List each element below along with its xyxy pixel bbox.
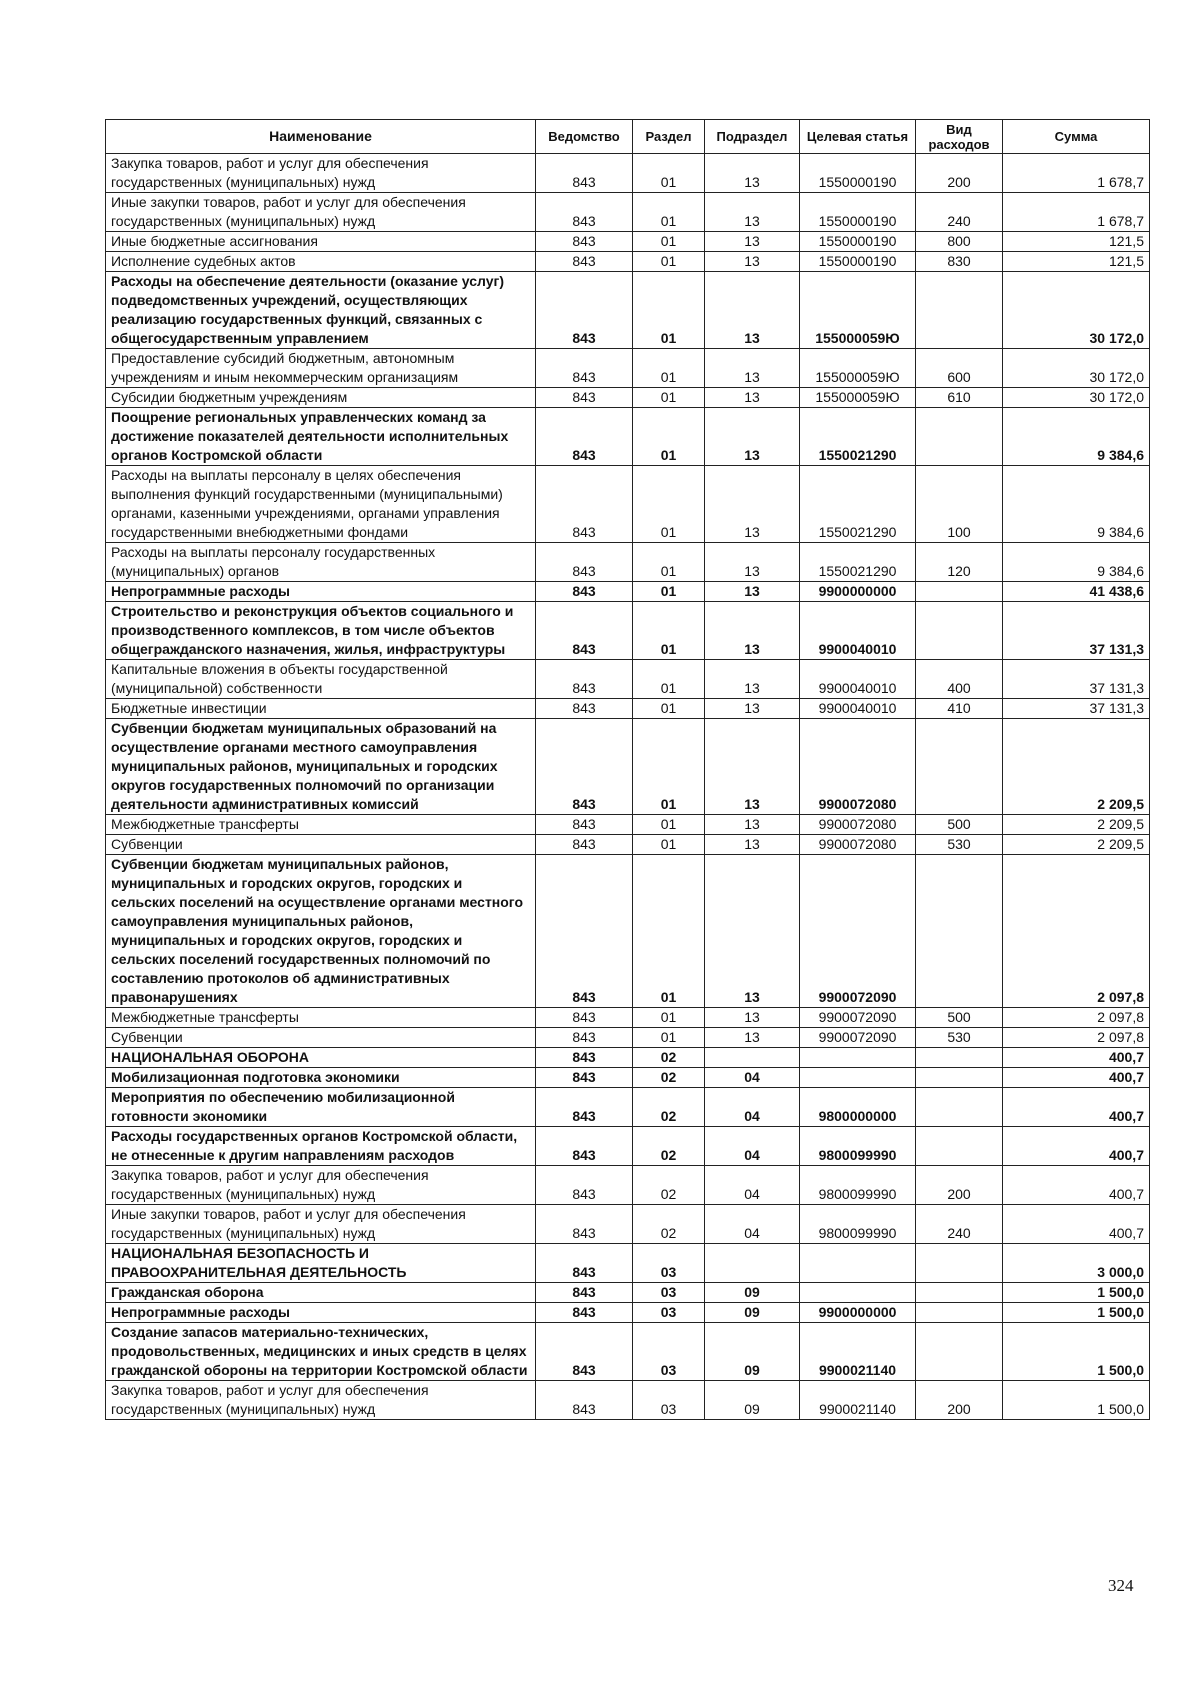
cell-expense-type: 500 [916,815,1003,835]
cell-name: НАЦИОНАЛЬНАЯ ОБОРОНА [106,1048,536,1068]
cell-sum: 1 500,0 [1003,1283,1150,1303]
cell-podrazdel: 13 [705,1008,800,1028]
table-row [106,232,1150,252]
cell-expense-type [916,719,1003,815]
cell-sum: 37 131,3 [1003,699,1150,719]
cell-expense-type [916,1088,1003,1127]
header-vedomstvo: Ведомство [536,120,633,154]
cell-target-article: 9800000000 [800,1088,916,1127]
cell-razdel: 01 [633,193,705,232]
cell-expense-type [916,582,1003,602]
cell-sum: 2 097,8 [1003,1028,1150,1048]
cell-razdel: 01 [633,388,705,408]
cell-sum: 400,7 [1003,1127,1150,1166]
cell-vedomstvo: 843 [536,232,633,252]
cell-podrazdel: 13 [705,582,800,602]
table-row [106,660,1150,699]
cell-podrazdel: 13 [705,272,800,349]
table-row [106,1303,1150,1323]
cell-vedomstvo: 843 [536,1068,633,1088]
cell-sum: 121,5 [1003,232,1150,252]
cell-name: Расходы на обеспечение деятельности (оказание услуг) подведомственных учреждений, осуществляющих реализацию государственных функций, связанных с общегосударственным управлением [106,272,536,349]
cell-vedomstvo: 843 [536,835,633,855]
cell-target-article: 9900040010 [800,660,916,699]
table-row [106,1283,1150,1303]
cell-podrazdel: 09 [705,1381,800,1420]
cell-podrazdel: 13 [705,660,800,699]
cell-vedomstvo: 843 [536,660,633,699]
cell-expense-type: 200 [916,1166,1003,1205]
cell-sum: 30 172,0 [1003,272,1150,349]
table-row [106,1028,1150,1048]
cell-podrazdel: 13 [705,699,800,719]
cell-podrazdel [705,1244,800,1283]
cell-expense-type: 800 [916,232,1003,252]
table-row [106,349,1150,388]
cell-vedomstvo: 843 [536,1283,633,1303]
header-razdel: Раздел [633,120,705,154]
cell-vedomstvo: 843 [536,1008,633,1028]
cell-target-article: 9900072090 [800,1028,916,1048]
cell-podrazdel: 13 [705,466,800,543]
table-row [106,388,1150,408]
cell-sum: 30 172,0 [1003,388,1150,408]
table-row [106,408,1150,466]
cell-sum: 9 384,6 [1003,543,1150,582]
cell-podrazdel: 04 [705,1088,800,1127]
cell-vedomstvo: 843 [536,408,633,466]
cell-target-article: 9900000000 [800,1303,916,1323]
cell-podrazdel: 13 [705,349,800,388]
table-row [106,1381,1150,1420]
cell-vedomstvo: 843 [536,1048,633,1068]
cell-name: Субвенции [106,835,536,855]
cell-target-article: 1550021290 [800,543,916,582]
cell-expense-type: 200 [916,1381,1003,1420]
cell-razdel: 01 [633,855,705,1008]
cell-sum: 37 131,3 [1003,602,1150,660]
cell-razdel: 01 [633,835,705,855]
cell-target-article: 1550000190 [800,232,916,252]
cell-sum: 1 678,7 [1003,154,1150,193]
cell-sum: 1 500,0 [1003,1323,1150,1381]
cell-sum: 121,5 [1003,252,1150,272]
budget-table [105,119,1150,1420]
cell-sum: 3 000,0 [1003,1244,1150,1283]
cell-razdel: 01 [633,232,705,252]
table-row [106,272,1150,349]
cell-razdel: 01 [633,543,705,582]
table-body [106,154,1150,1420]
cell-vedomstvo: 843 [536,272,633,349]
cell-vedomstvo: 843 [536,1028,633,1048]
cell-target-article: 1550000190 [800,252,916,272]
cell-vedomstvo: 843 [536,1166,633,1205]
cell-name: Субвенции [106,1028,536,1048]
cell-razdel: 01 [633,719,705,815]
cell-vedomstvo: 843 [536,699,633,719]
table-row [106,1166,1150,1205]
table-row [106,582,1150,602]
cell-razdel: 01 [633,582,705,602]
cell-podrazdel: 09 [705,1323,800,1381]
cell-expense-type: 400 [916,660,1003,699]
cell-podrazdel [705,1048,800,1068]
table-row [106,1323,1150,1381]
cell-expense-type [916,1127,1003,1166]
cell-razdel: 03 [633,1323,705,1381]
cell-sum: 1 500,0 [1003,1303,1150,1323]
cell-name: Капитальные вложения в объекты государственной (муниципальной) собственности [106,660,536,699]
cell-sum: 1 500,0 [1003,1381,1150,1420]
cell-sum: 2 209,5 [1003,835,1150,855]
cell-razdel: 03 [633,1283,705,1303]
table-row [106,1205,1150,1244]
cell-razdel: 03 [633,1303,705,1323]
cell-razdel: 01 [633,660,705,699]
page-number: 324 [1108,1576,1134,1595]
cell-name: Поощрение региональных управленческих команд за достижение показателей деятельности исполнительных органов Костромской области [106,408,536,466]
cell-target-article: 9900040010 [800,602,916,660]
cell-target-article: 9900021140 [800,1323,916,1381]
cell-name: Бюджетные инвестиции [106,699,536,719]
cell-podrazdel: 04 [705,1205,800,1244]
cell-razdel: 01 [633,154,705,193]
cell-target-article: 9900021140 [800,1381,916,1420]
cell-expense-type: 600 [916,349,1003,388]
cell-podrazdel: 13 [705,835,800,855]
cell-expense-type: 500 [916,1008,1003,1028]
cell-sum: 1 678,7 [1003,193,1150,232]
cell-name: Закупка товаров, работ и услуг для обеспечения государственных (муниципальных) нужд [106,1166,536,1205]
cell-sum: 9 384,6 [1003,466,1150,543]
cell-razdel: 02 [633,1205,705,1244]
cell-sum: 2 097,8 [1003,1008,1150,1028]
cell-sum: 400,7 [1003,1068,1150,1088]
cell-name: Предоставление субсидий бюджетным, автономным учреждениям и иным некоммерческим организациям [106,349,536,388]
cell-podrazdel: 13 [705,154,800,193]
cell-target-article: 1550000190 [800,193,916,232]
cell-target-article [800,1283,916,1303]
cell-podrazdel: 13 [705,855,800,1008]
table-row [106,252,1150,272]
table-row [106,1008,1150,1028]
table-row [106,719,1150,815]
cell-expense-type: 120 [916,543,1003,582]
cell-razdel: 02 [633,1048,705,1068]
cell-target-article: 9900040010 [800,699,916,719]
cell-razdel: 01 [633,1028,705,1048]
cell-vedomstvo: 843 [536,1323,633,1381]
cell-target-article: 155000059Ю [800,272,916,349]
cell-sum: 400,7 [1003,1205,1150,1244]
cell-razdel: 01 [633,699,705,719]
cell-razdel: 01 [633,252,705,272]
table-row [106,699,1150,719]
cell-razdel: 02 [633,1127,705,1166]
cell-vedomstvo: 843 [536,602,633,660]
cell-podrazdel: 13 [705,193,800,232]
cell-target-article: 9800099990 [800,1166,916,1205]
cell-name: Субсидии бюджетным учреждениям [106,388,536,408]
cell-name: Непрограммные расходы [106,1303,536,1323]
cell-sum: 400,7 [1003,1166,1150,1205]
cell-razdel: 02 [633,1166,705,1205]
cell-name: Расходы на выплаты персоналу в целях обеспечения выполнения функций государственными (муниципальными) органами, казенными учреждениями, органами управления государственными внебюджетными фондами [106,466,536,543]
cell-name: Непрограммные расходы [106,582,536,602]
cell-expense-type: 530 [916,835,1003,855]
cell-name: Межбюджетные трансферты [106,1008,536,1028]
header-sum: Сумма [1003,120,1150,154]
table-row [106,835,1150,855]
cell-sum: 2 209,5 [1003,719,1150,815]
cell-target-article [800,1068,916,1088]
cell-expense-type [916,408,1003,466]
cell-expense-type: 410 [916,699,1003,719]
table-row [106,1244,1150,1283]
cell-name: Субвенции бюджетам муниципальных районов, муниципальных и городских округов, городских и сельских поселений на осуществление органами местного самоуправления муниципальных районов, муниципальных и городских округов, городских и сельских поселений государственных полномочий по составлению протоколов об административных правонарушениях [106,855,536,1008]
cell-expense-type: 200 [916,154,1003,193]
table-row [106,154,1150,193]
table-header-row [106,120,1150,154]
header-name: Наименование [106,120,536,154]
cell-podrazdel: 13 [705,408,800,466]
cell-podrazdel: 13 [705,1028,800,1048]
cell-podrazdel: 04 [705,1166,800,1205]
cell-expense-type [916,1068,1003,1088]
cell-razdel: 01 [633,1008,705,1028]
cell-sum: 37 131,3 [1003,660,1150,699]
cell-expense-type [916,1048,1003,1068]
table-row [106,815,1150,835]
cell-expense-type [916,1323,1003,1381]
cell-vedomstvo: 843 [536,252,633,272]
cell-expense-type [916,272,1003,349]
cell-name: Субвенции бюджетам муниципальных образований на осуществление органами местного самоуправления муниципальных районов, муниципальных и городских округов государственных полномочий по организации деятельности административных комиссий [106,719,536,815]
cell-name: Иные закупки товаров, работ и услуг для обеспечения государственных (муниципальных) нужд [106,1205,536,1244]
cell-podrazdel: 09 [705,1303,800,1323]
cell-razdel: 01 [633,466,705,543]
cell-expense-type [916,855,1003,1008]
cell-target-article: 9900072080 [800,719,916,815]
header-expense-type: Вид расходов [916,120,1003,154]
cell-podrazdel: 09 [705,1283,800,1303]
cell-target-article: 155000059Ю [800,349,916,388]
cell-vedomstvo: 843 [536,193,633,232]
cell-podrazdel: 13 [705,252,800,272]
cell-name: Закупка товаров, работ и услуг для обеспечения государственных (муниципальных) нужд [106,154,536,193]
table-row [106,466,1150,543]
cell-expense-type: 240 [916,1205,1003,1244]
table-row [106,1048,1150,1068]
cell-name: Мобилизационная подготовка экономики [106,1068,536,1088]
cell-razdel: 01 [633,408,705,466]
cell-sum: 400,7 [1003,1088,1150,1127]
cell-target-article: 9900072090 [800,855,916,1008]
cell-target-article: 9800099990 [800,1205,916,1244]
cell-target-article: 9900000000 [800,582,916,602]
cell-expense-type: 100 [916,466,1003,543]
cell-name: Расходы на выплаты персоналу государственных (муниципальных) органов [106,543,536,582]
cell-target-article: 1550000190 [800,154,916,193]
table-row [106,1088,1150,1127]
table-row [106,1127,1150,1166]
cell-target-article: 1550021290 [800,408,916,466]
cell-razdel: 01 [633,602,705,660]
cell-vedomstvo: 843 [536,466,633,543]
table-row [106,543,1150,582]
cell-expense-type [916,1244,1003,1283]
cell-name: Мероприятия по обеспечению мобилизационной готовности экономики [106,1088,536,1127]
cell-vedomstvo: 843 [536,1088,633,1127]
cell-expense-type [916,1283,1003,1303]
cell-razdel: 02 [633,1088,705,1127]
cell-sum: 2 209,5 [1003,815,1150,835]
cell-sum: 2 097,8 [1003,855,1150,1008]
cell-vedomstvo: 843 [536,388,633,408]
cell-razdel: 03 [633,1381,705,1420]
cell-expense-type: 530 [916,1028,1003,1048]
header-target-article: Целевая статья [800,120,916,154]
cell-vedomstvo: 843 [536,1244,633,1283]
cell-target-article: 9900072090 [800,1008,916,1028]
table-row [106,1068,1150,1088]
cell-podrazdel: 04 [705,1068,800,1088]
cell-razdel: 01 [633,272,705,349]
cell-vedomstvo: 843 [536,154,633,193]
cell-vedomstvo: 843 [536,582,633,602]
cell-vedomstvo: 843 [536,1127,633,1166]
cell-target-article [800,1048,916,1068]
cell-name: Межбюджетные трансферты [106,815,536,835]
cell-razdel: 01 [633,349,705,388]
cell-target-article [800,1244,916,1283]
cell-sum: 41 438,6 [1003,582,1150,602]
cell-podrazdel: 13 [705,388,800,408]
table-row [106,193,1150,232]
cell-vedomstvo: 843 [536,349,633,388]
cell-vedomstvo: 843 [536,1303,633,1323]
cell-podrazdel: 04 [705,1127,800,1166]
cell-expense-type [916,602,1003,660]
cell-name: Исполнение судебных актов [106,252,536,272]
cell-name: Иные закупки товаров, работ и услуг для обеспечения государственных (муниципальных) нужд [106,193,536,232]
cell-target-article: 1550021290 [800,466,916,543]
table-row [106,602,1150,660]
cell-podrazdel: 13 [705,602,800,660]
cell-expense-type: 240 [916,193,1003,232]
cell-target-article: 9800099990 [800,1127,916,1166]
cell-target-article: 9900072080 [800,815,916,835]
cell-name: НАЦИОНАЛЬНАЯ БЕЗОПАСНОСТЬ И ПРАВООХРАНИТЕЛЬНАЯ ДЕЯТЕЛЬНОСТЬ [106,1244,536,1283]
cell-podrazdel: 13 [705,719,800,815]
table-row [106,855,1150,1008]
cell-vedomstvo: 843 [536,719,633,815]
cell-podrazdel: 13 [705,815,800,835]
cell-name: Иные бюджетные ассигнования [106,232,536,252]
cell-target-article: 155000059Ю [800,388,916,408]
cell-name: Строительство и реконструкция объектов социального и производственного комплексов, в том числе объектов общегражданского назначения, жилья, инфраструктуры [106,602,536,660]
cell-razdel: 03 [633,1244,705,1283]
cell-podrazdel: 13 [705,543,800,582]
cell-name: Создание запасов материально-технических, продовольственных, медицинских и иных средств в целях гражданской обороны на территории Костромской области [106,1323,536,1381]
header-podrazdel: Подраздел [705,120,800,154]
cell-name: Расходы государственных органов Костромской области, не отнесенные к другим направлениям расходов [106,1127,536,1166]
cell-vedomstvo: 843 [536,1205,633,1244]
cell-podrazdel: 13 [705,232,800,252]
cell-razdel: 01 [633,815,705,835]
cell-expense-type: 830 [916,252,1003,272]
cell-sum: 9 384,6 [1003,408,1150,466]
cell-razdel: 02 [633,1068,705,1088]
cell-vedomstvo: 843 [536,855,633,1008]
cell-sum: 400,7 [1003,1048,1150,1068]
cell-name: Гражданская оборона [106,1283,536,1303]
cell-sum: 30 172,0 [1003,349,1150,388]
cell-expense-type [916,1303,1003,1323]
cell-name: Закупка товаров, работ и услуг для обеспечения государственных (муниципальных) нужд [106,1381,536,1420]
cell-vedomstvo: 843 [536,815,633,835]
cell-expense-type: 610 [916,388,1003,408]
cell-vedomstvo: 843 [536,543,633,582]
cell-target-article: 9900072080 [800,835,916,855]
cell-vedomstvo: 843 [536,1381,633,1420]
